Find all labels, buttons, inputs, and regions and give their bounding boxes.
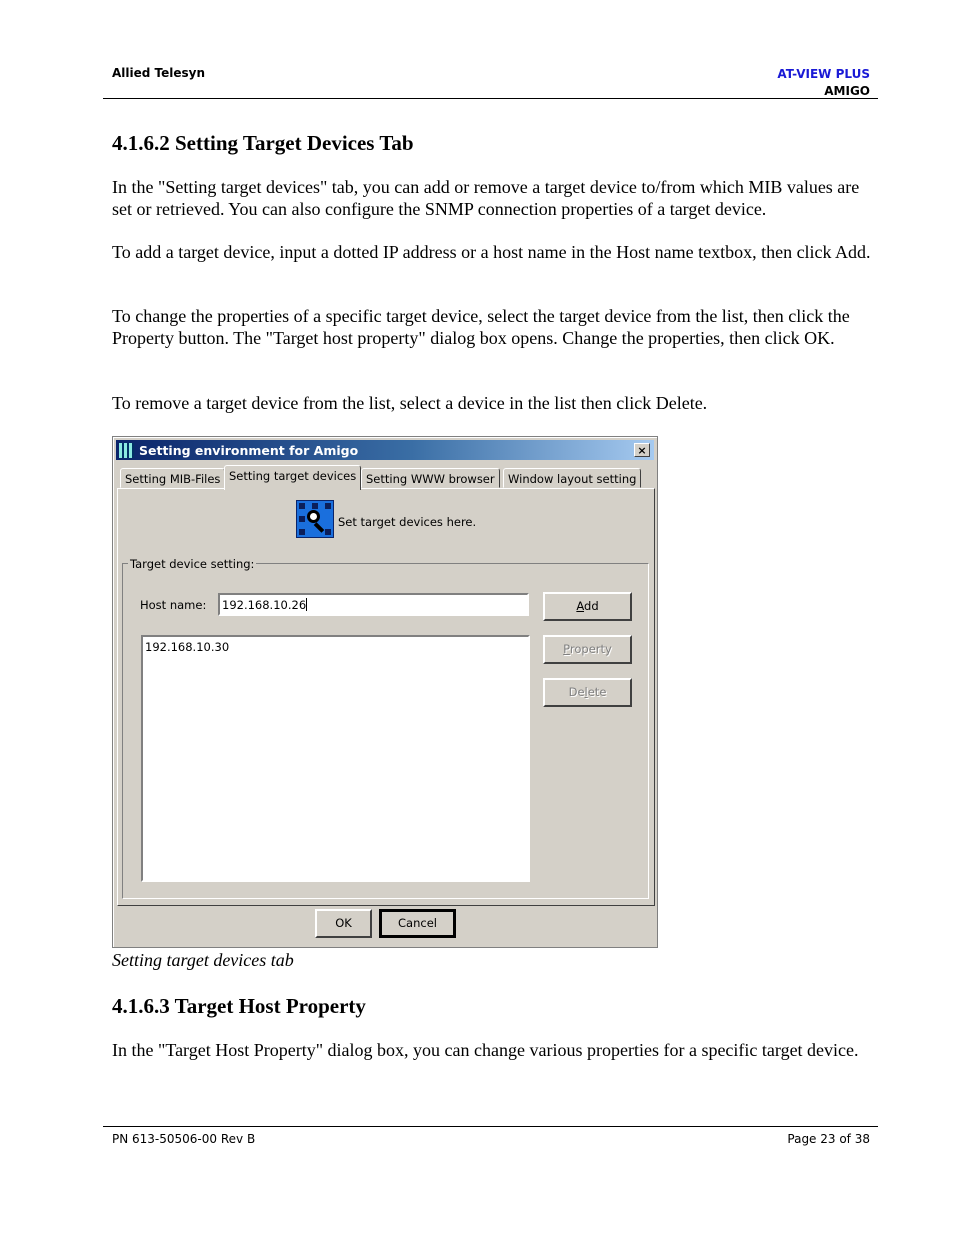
property-button[interactable]: Property	[543, 635, 632, 664]
paragraph: In the "Target Host Property" dialog box, you can change various properties for a specific target device.	[112, 1040, 859, 1060]
tab-target-devices[interactable]: Setting target devices	[224, 465, 361, 490]
host-name-input[interactable]	[218, 593, 529, 616]
paragraph: To remove a target device from the list, select a device in the list then click Delete.	[112, 393, 708, 413]
close-icon[interactable]: ×	[634, 443, 650, 457]
app-icon	[119, 443, 134, 458]
figure-caption: Setting target devices tab	[112, 950, 294, 970]
footer-part-number: PN 613-50506-00 Rev B	[112, 1132, 256, 1146]
section-heading: 4.1.6.2 Setting Target Devices Tab	[112, 131, 414, 155]
settings-dialog	[112, 436, 658, 948]
paragraph: In the "Setting target devices" tab, you can add or remove a target device to/from which MIB values are set or retrieved. You can also configure the SNMP connection properties of a target device.	[112, 177, 860, 219]
header-product: AT-VIEW PLUS	[777, 67, 870, 81]
target-device-icon	[296, 500, 334, 538]
tab-window-layout[interactable]: Window layout setting	[503, 468, 641, 488]
tab-www-browser[interactable]: Setting WWW browser	[361, 468, 500, 488]
banner-text: Set target devices here.	[338, 515, 477, 529]
device-list[interactable]	[141, 635, 530, 882]
header-module: AMIGO	[824, 84, 870, 98]
host-name-label: Host name:	[140, 598, 207, 612]
section-heading: 4.1.6.3 Target Host Property	[112, 994, 366, 1018]
cancel-button[interactable]: Cancel	[379, 909, 456, 938]
paragraph: To change the properties of a specific target device, select the target device from the list, then click the Property button. The "Target host property" dialog box opens. Change the properties, then click OK.	[112, 306, 850, 348]
header-company: Allied Telesyn	[112, 66, 206, 80]
group-label: Target device setting:	[130, 557, 255, 571]
list-item[interactable]: 192.168.10.30	[145, 640, 230, 654]
footer-rule	[103, 1126, 878, 1127]
footer-page-number: Page 23 of 38	[787, 1132, 870, 1146]
host-name-value: 192.168.10.26	[222, 598, 307, 612]
ok-button[interactable]: OK	[315, 909, 372, 938]
dialog-titlebar[interactable]	[116, 440, 654, 460]
header-rule	[103, 98, 878, 99]
paragraph: To add a target device, input a dotted IP address or a host name in the Host name textbox, then click Add.	[112, 242, 871, 262]
header-right	[777, 66, 870, 100]
add-button[interactable]: Add	[543, 592, 632, 621]
tab-mib-files[interactable]: Setting MIB-Files	[120, 468, 225, 488]
text-caret	[306, 598, 307, 611]
delete-button[interactable]: Delete	[543, 678, 632, 707]
dialog-title: Setting environment for Amigo	[139, 443, 359, 458]
